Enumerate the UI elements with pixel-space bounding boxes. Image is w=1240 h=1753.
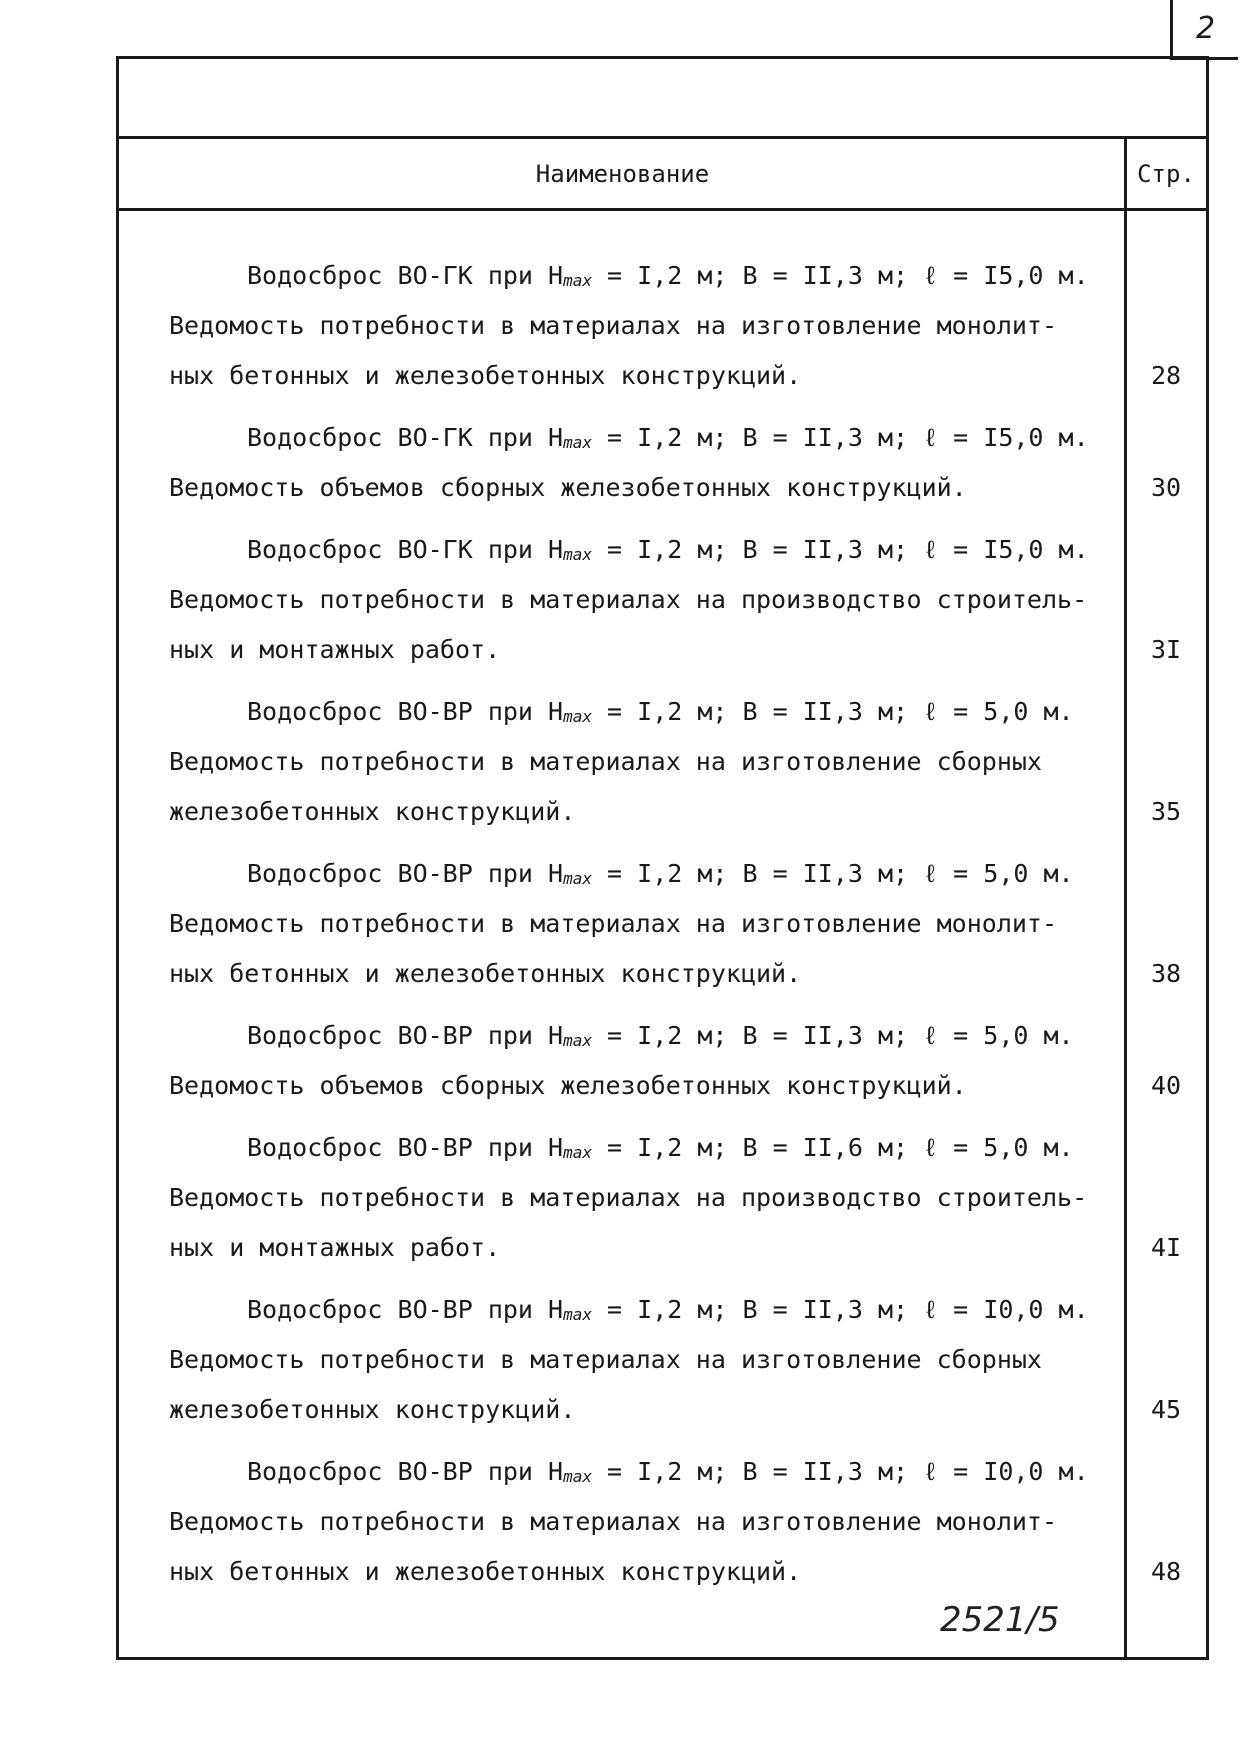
entry-text	[169, 687, 1119, 837]
entry-description-line: Ведомость потребности в материалах на изготовление сборных	[169, 747, 1042, 776]
entry-description-line: Ведомость потребности в материалах на производство строитель-	[169, 1183, 1088, 1212]
entry-description-line: железобетонных конструкций.	[169, 1395, 576, 1424]
column-header-name: Наименование	[535, 159, 710, 188]
entry-description-line: Ведомость потребности в материалах на изготовление сборных	[169, 1345, 1042, 1374]
entry-text	[169, 1011, 1119, 1111]
entry-description-line: железобетонных конструкций.	[169, 797, 576, 826]
entry-description-line: Ведомость потребности в материалах на изготовление монолит-	[169, 1507, 1058, 1536]
entry-page-number: 4I	[1150, 1233, 1182, 1262]
entry-text	[169, 1447, 1119, 1597]
entry-text	[169, 849, 1119, 999]
entry-title: Водосброс ВО-ВР при Нmax = I,2 м; В = II,3 м; ℓ = I0,0 м.	[247, 1457, 1089, 1486]
column-header-page: Стр.	[1137, 159, 1195, 188]
entry-text	[169, 1123, 1119, 1273]
entry-page-number: 48	[1150, 1557, 1182, 1586]
entry-page-number: 28	[1150, 361, 1182, 390]
entry-title: Водосброс ВО-ВР при Нmax = I,2 м; В = II,3 м; ℓ = 5,0 м.	[247, 859, 1074, 888]
entry-page-number: 3I	[1150, 635, 1182, 664]
entry-description-line: ных бетонных и железобетонных конструкций.	[169, 959, 802, 988]
entry-title: Водосброс ВО-ГК при Нmax = I,2 м; В = II,3 м; ℓ = I5,0 м.	[247, 261, 1089, 290]
entry-title: Водосброс ВО-ВР при Нmax = I,2 м; В = II,3 м; ℓ = I0,0 м.	[247, 1295, 1089, 1324]
entry-text	[169, 1285, 1119, 1435]
entry-page-number: 45	[1150, 1395, 1182, 1424]
page-number	[1170, 0, 1238, 60]
entry-text	[169, 525, 1119, 675]
entry-text	[169, 251, 1119, 401]
page-number-text: 2	[1195, 11, 1216, 46]
document-code-signature: 2521/5	[940, 1600, 1060, 1640]
entry-page-number: 38	[1150, 959, 1182, 988]
header-band	[119, 59, 1206, 139]
entry-description-line: Ведомость потребности в материалах на изготовление монолит-	[169, 909, 1058, 938]
document-frame	[116, 56, 1209, 1660]
entry-description-line: ных бетонных и железобетонных конструкций.	[169, 361, 802, 390]
entry-text	[169, 413, 1119, 513]
entry-page-number: 30	[1150, 473, 1182, 502]
entry-description-line: ных и монтажных работ.	[169, 1233, 501, 1262]
column-header-row	[119, 139, 1206, 211]
entry-description-line: Ведомость объемов сборных железобетонных конструкций.	[169, 1071, 967, 1100]
entry-title: Водосброс ВО-ВР при Нmax = I,2 м; В = II,3 м; ℓ = 5,0 м.	[247, 1021, 1074, 1050]
entry-description-line: Ведомость потребности в материалах на изготовление монолит-	[169, 311, 1058, 340]
entry-description-line: ных и монтажных работ.	[169, 635, 501, 664]
entry-page-number: 40	[1150, 1071, 1182, 1100]
entry-title: Водосброс ВО-ВР при Нmax = I,2 м; В = II,3 м; ℓ = 5,0 м.	[247, 697, 1074, 726]
entry-description-line: Ведомость потребности в материалах на производство строитель-	[169, 585, 1088, 614]
entry-description-line: ных бетонных и железобетонных конструкций.	[169, 1557, 802, 1586]
entry-page-number: 35	[1150, 797, 1182, 826]
entry-description-line: Ведомость объемов сборных железобетонных конструкций.	[169, 473, 967, 502]
entry-title: Водосброс ВО-ВР при Нmax = I,2 м; В = II,6 м; ℓ = 5,0 м.	[247, 1133, 1074, 1162]
entry-title: Водосброс ВО-ГК при Нmax = I,2 м; В = II,3 м; ℓ = I5,0 м.	[247, 423, 1089, 452]
entry-title: Водосброс ВО-ГК при Нmax = I,2 м; В = II,3 м; ℓ = I5,0 м.	[247, 535, 1089, 564]
